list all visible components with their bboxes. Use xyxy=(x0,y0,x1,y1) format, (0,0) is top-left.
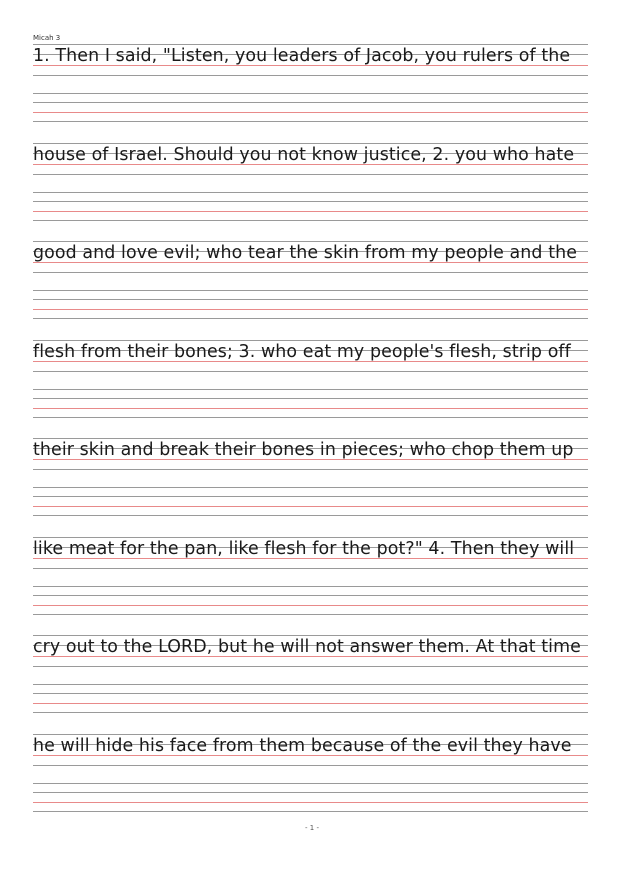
guide-line xyxy=(33,192,588,193)
guide-line xyxy=(33,712,588,713)
guide-line xyxy=(33,93,588,94)
guide-line xyxy=(33,487,588,488)
guide-line xyxy=(33,299,588,300)
guide-line xyxy=(33,635,588,636)
guide-line xyxy=(33,201,588,202)
guide-line xyxy=(33,75,588,76)
practice-line-block xyxy=(33,241,588,319)
guide-line xyxy=(33,241,588,242)
guide-line xyxy=(33,666,588,667)
guide-line xyxy=(33,783,588,784)
guide-line xyxy=(33,537,588,538)
practice-line-block xyxy=(33,340,588,418)
red-guide-line xyxy=(33,605,588,606)
page-header-title: Micah 3 xyxy=(33,34,61,42)
guide-line xyxy=(33,398,588,399)
practice-line-block xyxy=(33,635,588,713)
red-guide-line xyxy=(33,408,588,409)
red-guide-line xyxy=(33,703,588,704)
guide-line xyxy=(33,765,588,766)
verse-text-line: like meat for the pan, like flesh for the pot?" 4. Then they will xyxy=(33,538,575,559)
guide-line xyxy=(33,318,588,319)
verse-text-line: he will hide his face from them because of the evil they have xyxy=(33,735,572,756)
practice-line-block xyxy=(33,143,588,221)
guide-line xyxy=(33,792,588,793)
guide-line xyxy=(33,272,588,273)
verse-text-line: flesh from their bones; 3. who eat my people's flesh, strip off xyxy=(33,341,571,362)
guide-line xyxy=(33,469,588,470)
guide-line xyxy=(33,290,588,291)
guide-line xyxy=(33,220,588,221)
practice-line-block xyxy=(33,438,588,516)
guide-line xyxy=(33,44,588,45)
guide-line xyxy=(33,586,588,587)
red-guide-line xyxy=(33,802,588,803)
guide-line xyxy=(33,568,588,569)
guide-line xyxy=(33,438,588,439)
practice-line-block xyxy=(33,44,588,122)
guide-line xyxy=(33,121,588,122)
guide-line xyxy=(33,614,588,615)
verse-text-line: their skin and break their bones in pieces; who chop them up xyxy=(33,440,574,460)
guide-line xyxy=(33,389,588,390)
guide-line xyxy=(33,595,588,596)
red-guide-line xyxy=(33,506,588,507)
verse-text-line: cry out to the LORD, but he will not answer them. At that time xyxy=(33,637,581,657)
guide-line xyxy=(33,174,588,175)
guide-line xyxy=(33,371,588,372)
page-number: - 1 - xyxy=(305,824,319,832)
guide-line xyxy=(33,143,588,144)
red-guide-line xyxy=(33,309,588,310)
practice-line-block xyxy=(33,537,588,615)
guide-line xyxy=(33,734,588,735)
verse-text-line: good and love evil; who tear the skin from my people and the xyxy=(33,243,578,263)
red-guide-line xyxy=(33,211,588,212)
guide-line xyxy=(33,693,588,694)
practice-line-block xyxy=(33,734,588,812)
guide-line xyxy=(33,340,588,341)
red-guide-line xyxy=(33,112,588,113)
guide-line xyxy=(33,417,588,418)
guide-line xyxy=(33,102,588,103)
guide-line xyxy=(33,496,588,497)
guide-line xyxy=(33,811,588,812)
verse-text-line: house of Israel. Should you not know justice, 2. you who hate xyxy=(33,144,575,165)
guide-line xyxy=(33,515,588,516)
guide-line xyxy=(33,684,588,685)
verse-text-line: 1. Then I said, "Listen, you leaders of Jacob, you rulers of the xyxy=(33,46,571,66)
